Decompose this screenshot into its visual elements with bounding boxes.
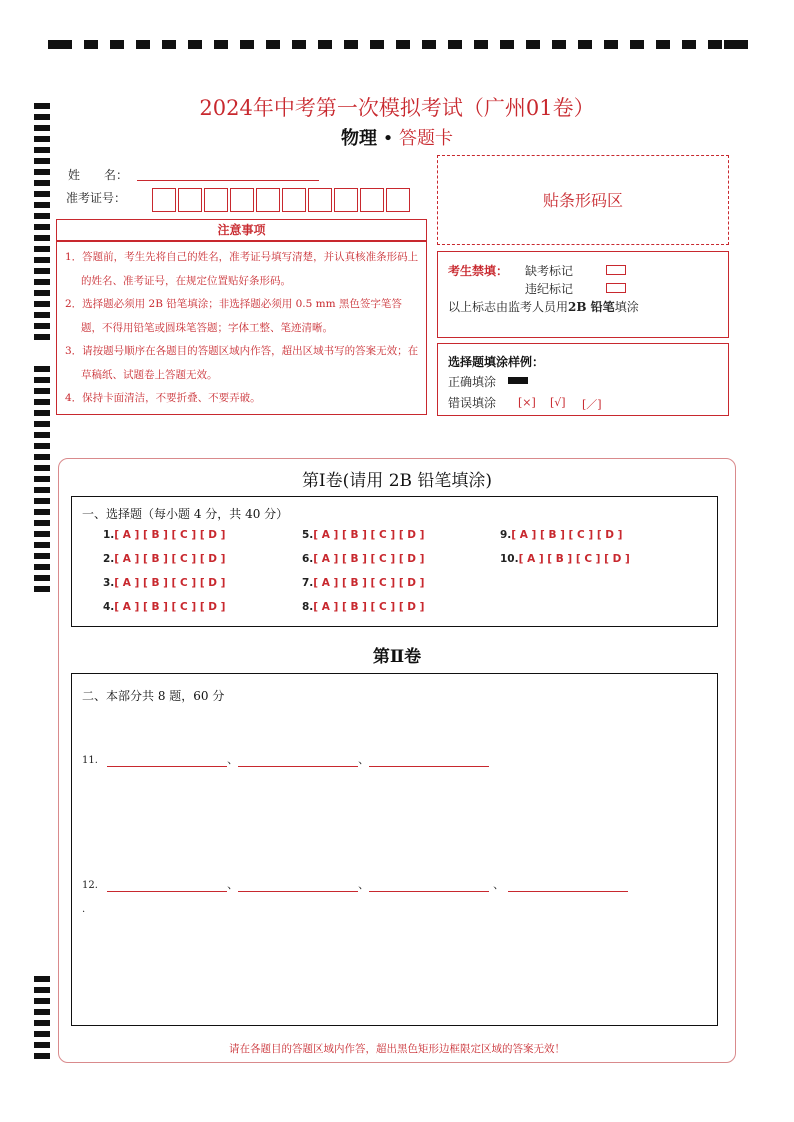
- sep: 、: [227, 753, 239, 766]
- correct-fill-sample: [508, 377, 528, 384]
- mc-question-10[interactable]: 10.[ A ] [ B ] [ C ] [ D ]: [500, 553, 630, 565]
- wrong-mark-check: [√]: [550, 396, 566, 409]
- mc-question-5[interactable]: 5.[ A ] [ B ] [ C ] [ D ]: [302, 529, 425, 541]
- sample-box: [437, 343, 729, 416]
- subject-name: 物理: [340, 128, 377, 149]
- instruction-pre: 以上标志由监考人员用: [448, 300, 569, 314]
- sep: 、: [493, 878, 505, 891]
- part1-section-label: 一、选择题（每小题 4 分，共 40 分）: [82, 507, 289, 521]
- q11-number: 11.: [82, 755, 98, 766]
- forbidden-box: [437, 251, 729, 338]
- note-item: 4．保持卡面清洁，不要折叠、不要弄破。: [65, 392, 261, 404]
- card-name: 答题卡: [399, 128, 454, 149]
- barcode-label: 贴条形码区: [542, 191, 623, 210]
- part2-section-label: 二、本部分共 8 题，60 分: [82, 689, 225, 703]
- part1-title: 第Ⅰ卷(请用 2B 铅笔填涂): [301, 471, 493, 491]
- forbidden-title: 考生禁填：: [448, 264, 509, 278]
- violation-label: 违纪标记: [525, 282, 574, 296]
- q12-blank-4[interactable]: [508, 879, 628, 892]
- mc-question-8[interactable]: 8.[ A ] [ B ] [ C ] [ D ]: [302, 601, 425, 613]
- note-item: 1．答题前，考生先将自己的姓名，准考证号填写清楚，并认真核准条形码上的姓名、准考证号，在规定位置贴好条形码。: [65, 251, 419, 287]
- absent-label: 缺考标记: [525, 264, 574, 278]
- note-item: 2．选择题必须用 2B 铅笔填涂；非选择题必须用 0.5 mm 黑色签字笔答题，不得用铅笔或圆珠笔答题；字体工整、笔迹清晰。: [65, 298, 402, 334]
- exam-id-label: 准考证号：: [66, 191, 127, 205]
- sep: 、: [227, 878, 239, 891]
- exam-id-cells[interactable]: [152, 188, 412, 212]
- sample-title: 选择题填涂样例：: [448, 355, 545, 369]
- note-item: 3．请按题号顺序在各题目的答题区域内作答，超出区域书写的答案无效；在草稿纸、试题卷上答题无效。: [65, 345, 419, 381]
- wrong-mark-cross: [×]: [518, 396, 536, 409]
- mc-question-6[interactable]: 6.[ A ] [ B ] [ C ] [ D ]: [302, 553, 425, 565]
- exam-title: 2024年中考第一次模拟考试（广州01卷）: [199, 96, 595, 120]
- part2-box: [71, 673, 718, 1026]
- correct-label: 正确填涂: [448, 375, 497, 389]
- name-field[interactable]: [137, 180, 319, 181]
- q11-row: [82, 751, 489, 767]
- notes-list: [56, 241, 427, 415]
- mc-question-2[interactable]: 2.[ A ] [ B ] [ C ] [ D ]: [103, 553, 226, 565]
- wrong-label: 错误填涂: [448, 396, 497, 410]
- q12-row: [82, 876, 628, 892]
- mc-question-4[interactable]: 4.[ A ] [ B ] [ C ] [ D ]: [103, 601, 226, 613]
- q11-blank-2[interactable]: [238, 754, 358, 767]
- mc-question-1[interactable]: 1.[ A ] [ B ] [ C ] [ D ]: [103, 529, 226, 541]
- q12-blank-2[interactable]: [238, 879, 358, 892]
- part2-title: 第Ⅱ卷: [372, 647, 422, 667]
- violation-mark-box[interactable]: [606, 283, 626, 293]
- mc-question-7[interactable]: 7.[ A ] [ B ] [ C ] [ D ]: [302, 577, 425, 589]
- mc-question-3[interactable]: 3.[ A ] [ B ] [ C ] [ D ]: [103, 577, 226, 589]
- timing-marks-top: [48, 38, 748, 50]
- instruction-post: 填涂: [614, 300, 639, 314]
- barcode-area: [437, 155, 729, 245]
- wrong-mark-slash: [／]: [582, 398, 602, 411]
- footer-warning: 请在各题目的答题区域内作答，超出黑色矩形边框限定区域的答案无效！: [229, 1043, 565, 1055]
- sep: 、: [358, 753, 370, 766]
- q11-blank-3[interactable]: [369, 754, 489, 767]
- q12-number: 12.: [82, 880, 98, 891]
- notes-heading: 注意事项: [56, 219, 427, 241]
- q11-blank-1[interactable]: [107, 754, 227, 767]
- absent-mark-box[interactable]: [606, 265, 626, 275]
- subtitle-dot: •: [382, 128, 394, 149]
- name-label: 姓 名：: [68, 168, 129, 182]
- mc-question-9[interactable]: 9.[ A ] [ B ] [ C ] [ D ]: [500, 529, 623, 541]
- q12-blank-3[interactable]: [369, 879, 489, 892]
- q12-dot: .: [82, 904, 86, 915]
- q12-blank-1[interactable]: [107, 879, 227, 892]
- sep: 、: [358, 878, 370, 891]
- forbidden-instruction: [448, 298, 639, 315]
- card-subtitle: [0, 124, 794, 150]
- instruction-bold: 2B 铅笔: [568, 300, 615, 314]
